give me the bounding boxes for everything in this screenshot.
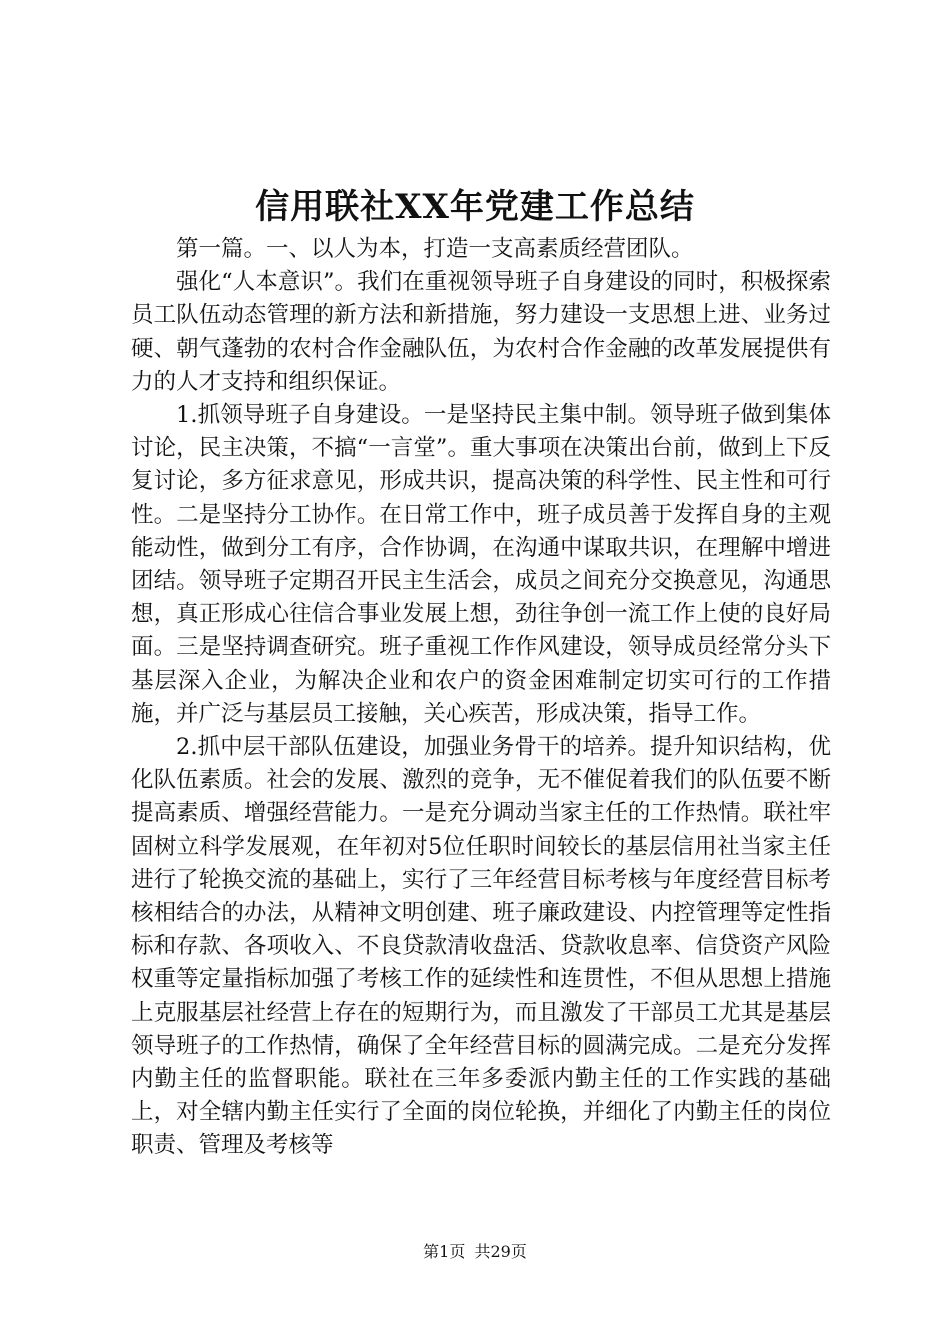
- paragraph-section-heading: 第一篇。一、以人为本，打造一支高素质经营团队。: [176, 236, 694, 262]
- paragraph-middle-management: 2.抓中层干部队伍建设，加强业务骨干的培养。提升知识结构，优化队伍素质。社会的发展、激烈的竞争，无不催促着我们的队伍要不断提高素质、增强经营能力。一是充分调动当家主任的工作热情。联社牢固树立科学发展观，在年初对5位任职时间较长的基层信用社当家主任进行了轮换交流的基础上，实行了三年经营目标考核与年度经营目标考核相结合的办法，从精神文明创建、班子廉政建设、内控管理等定性指标和存款、各项收入、不良贷款清收盘活、贷款收息率、信贷资产风险权重等定量指标加强了考核工作的延续性和连贯性，不但从思想上措施上克服基层社经营上存在的短期行为，而且激发了干部员工尤其是基层领导班子的工作热情，确保了全年经营目标的圆满完成。二是充分发挥内勤主任的监督职能。联社在三年多委派内勤主任的工作实践的基础上，对全辖内勤主任实行了全面的岗位轮换，并细化了内勤主任的岗位职责、管理及考核等: [131, 734, 831, 1159]
- page-footer: [0, 1240, 950, 1264]
- paragraph-leadership-building: 1.抓领导班子自身建设。一是坚持民主集中制。领导班子做到集体讨论，民主决策，不搞“一言堂”。重大事项在决策出台前，做到上下反复讨论，多方征求意见，形成共识，提高决策的科学性、民主性和可行性。二是坚持分工协作。在日常工作中，班子成员善于发挥自身的主观能动性，做到分工有序，合作协调，在沟通中谋取共识，在理解中增进团结。领导班子定期召开民主生活会，成员之间充分交换意见，沟通思想，真正形成心往信合事业发展上想，劲往争创一流工作上使的良好局面。三是坚持调查研究。班子重视工作作风建设，领导成员经常分头下基层深入企业，为解决企业和农户的资金困难制定切实可行的工作措施，并广泛与基层员工接触，关心疾苦，形成决策，指导工作。: [131, 402, 831, 727]
- document-body: [131, 233, 831, 1163]
- paragraph-people-awareness: 强化“人本意识”。我们在重视领导班子自身建设的同时，积极探索员工队伍动态管理的新方法和新措施，努力建设一支思想上进、业务过硬、朝气蓬勃的农村合作金融队伍，为农村合作金融的改革发展提供有力的人才支持和组织保证。: [131, 269, 831, 395]
- page-total: 共29页: [474, 1242, 527, 1261]
- document-title: 信用联社XX年党建工作总结: [255, 187, 695, 227]
- page-number: 第1页: [423, 1242, 466, 1261]
